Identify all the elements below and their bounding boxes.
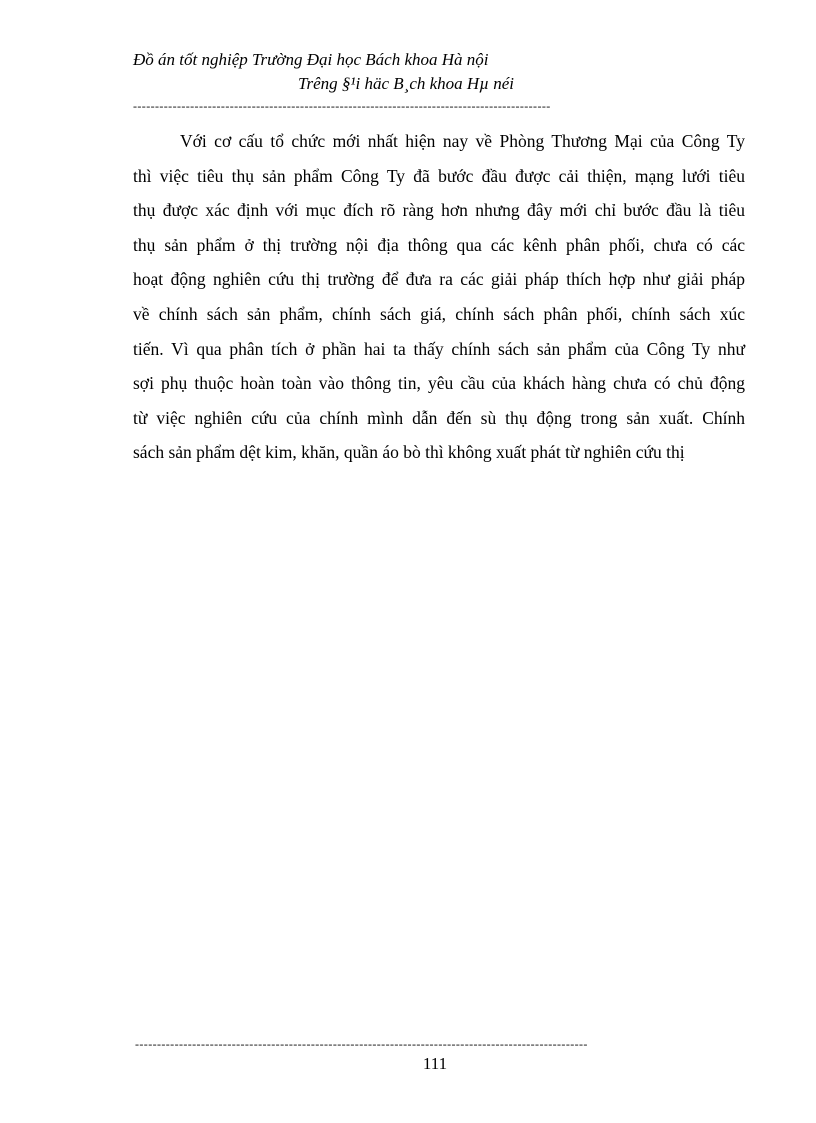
paragraph-line: Với cơ cấu tổ chức mới nhất hiện nay về Phòng Thương Mại của Công Ty (180, 131, 745, 151)
paragraph-line: thụ sản phẩm ở thị trường nội địa thông qua các kênh phân phối, chưa có các (133, 234, 745, 255)
header-title-encoded: Trêng §¹i häc B¸ch khoa Hµ néi (298, 74, 515, 93)
body-paragraph (133, 124, 745, 470)
paragraph-line: sợi phụ thuộc hoàn toàn vào thông tin, yêu cầu của khách hàng chưa có chủ động (133, 373, 745, 394)
paragraph-line: tiến. Vì qua phân tích ở phần hai ta thấy chính sách sản phẩm của Công Ty như (133, 338, 745, 359)
paragraph-line: sách sản phẩm dệt kim, khăn, quần áo bò thì không xuất phát từ nghiên cứu thị (133, 442, 685, 463)
header-divider: ----------------------------------------------------------------------------------------------- (133, 100, 551, 112)
paragraph-line: hoạt động nghiên cứu thị trường để đưa ra các giải pháp thích hợp như giải pháp (133, 269, 745, 290)
page-number: 111 (422, 1054, 448, 1073)
paragraph-line: về chính sách sản phẩm, chính sách giá, chính sách phân phối, chính sách xúc (133, 303, 745, 324)
header-title: Đồ án tốt nghiệp Trường Đại học Bách khoa Hà nội (133, 50, 489, 69)
paragraph-line: thụ được xác định với mục đích rõ ràng hơn nhưng đây mới chỉ bước đầu là tiêu (133, 200, 745, 221)
paragraph-line: thì việc tiêu thụ sản phẩm Công Ty đã bước đầu được cải thiện, mạng lưới tiêu (133, 165, 745, 186)
footer-divider: ------------------------------------------------------------------------------------------------------- (135, 1038, 588, 1050)
paragraph-line: từ việc nghiên cứu của chính mình dẫn đến sù thụ động trong sản xuất. Chính (133, 407, 745, 428)
